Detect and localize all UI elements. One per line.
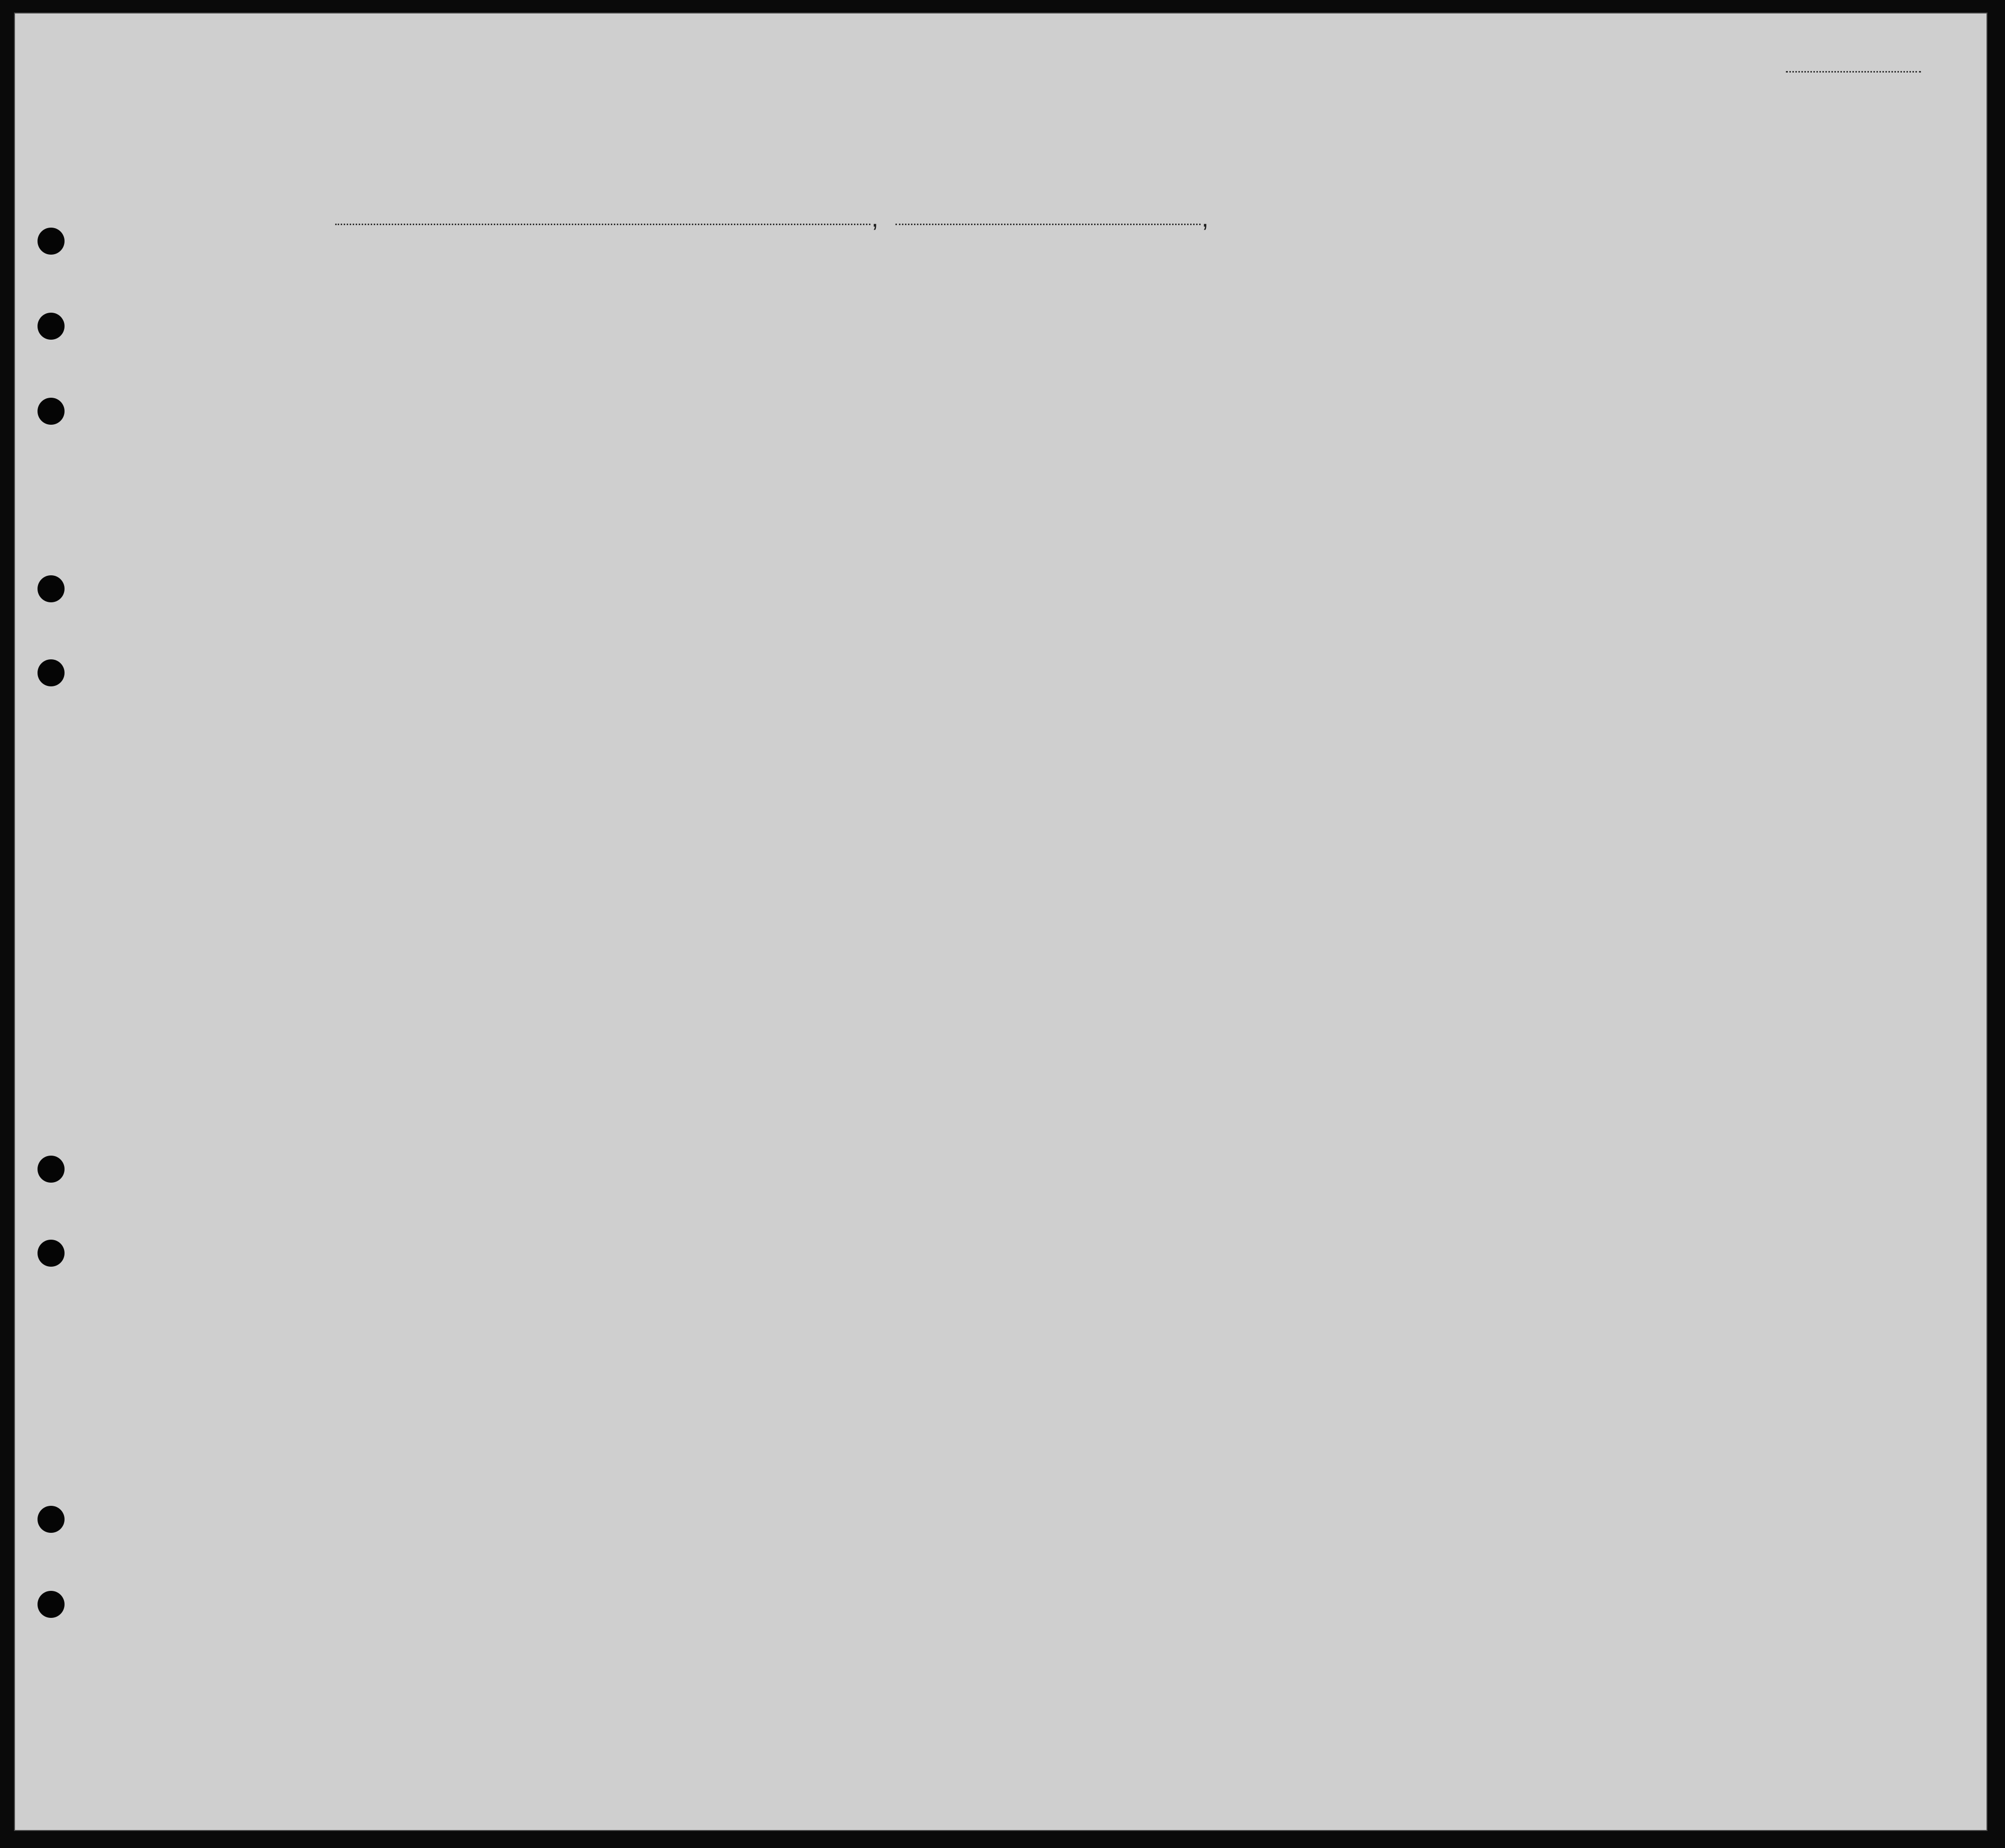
header-prison	[1313, 294, 1343, 431]
header-no-on-list	[85, 279, 148, 404]
header-yes-or-no	[748, 364, 781, 414]
header-relative-address	[150, 279, 413, 404]
header-color-of	[1746, 309, 1826, 334]
header-purpose-b	[1216, 316, 1261, 431]
header-money	[716, 286, 746, 431]
header-where	[827, 384, 891, 429]
header-passage-note	[621, 354, 716, 414]
punch-hole	[38, 228, 65, 255]
header-complexion	[1706, 334, 1745, 389]
header-ticket	[589, 286, 619, 431]
punch-hole	[38, 659, 65, 686]
header-feet	[1656, 379, 1678, 429]
header-deformed	[1590, 309, 1654, 414]
header-before-us	[748, 294, 893, 339]
manifest-sheet	[14, 13, 1987, 1831]
header-col29	[1447, 294, 1492, 431]
header-year-period	[781, 384, 827, 429]
header-col30	[1493, 294, 1538, 431]
punch-hole	[38, 398, 65, 425]
header-city	[465, 334, 588, 434]
punch-hole	[38, 313, 65, 340]
comma-1: ,	[871, 204, 878, 232]
header-inches	[1681, 379, 1703, 429]
comma-2: ,	[1202, 204, 1209, 232]
header-polygamist	[1344, 294, 1371, 431]
punch-hole	[38, 575, 65, 602]
header-join-relative	[893, 324, 1148, 394]
header-passage-paid	[621, 304, 716, 354]
header-purpose-a	[1151, 316, 1196, 431]
punch-hole	[38, 1591, 65, 1618]
header-health	[1539, 309, 1590, 414]
punch-hole	[38, 1156, 65, 1183]
header-anarchist	[1372, 294, 1399, 431]
header-purpose-c	[1271, 316, 1311, 431]
header-state	[415, 334, 465, 434]
header-if-yes	[781, 354, 891, 379]
header-marks	[1826, 324, 1956, 404]
header-height	[1655, 309, 1705, 334]
punch-hole	[38, 1240, 65, 1267]
header-col28	[1401, 294, 1446, 431]
header-purpose	[1150, 296, 1312, 311]
header-hair	[1746, 364, 1786, 414]
header-final-destination	[415, 286, 588, 306]
header-final-destination-note	[415, 306, 588, 326]
header-eyes	[1786, 364, 1826, 414]
punch-hole	[38, 1506, 65, 1533]
